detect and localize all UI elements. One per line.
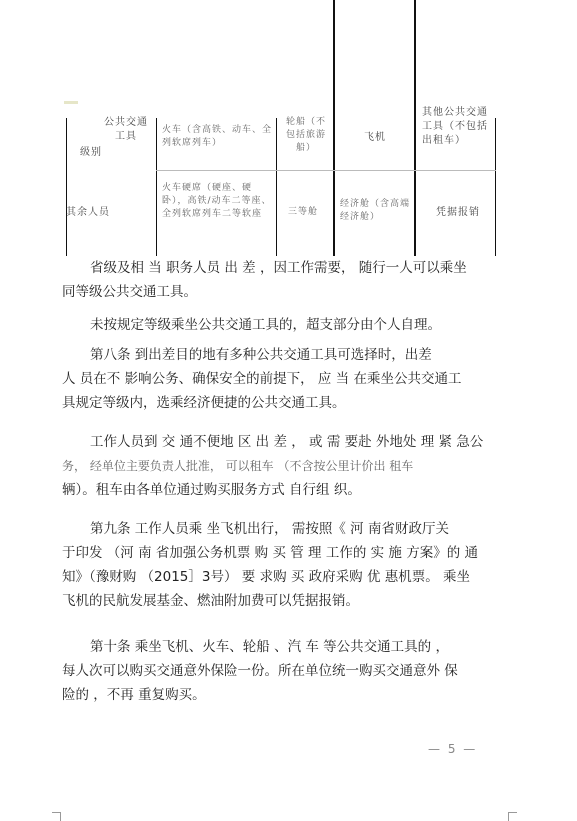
table-row-divider (156, 170, 496, 171)
text-line: 每人次可以购买交通意外保险一份。所在单位统一购买交通意外 保 (62, 663, 458, 679)
table-header-plane: 飞机 (364, 132, 386, 143)
text-line: 第八条 到出差目的地有多种公共交通工具可选择时，出差 (90, 347, 432, 363)
text-line: 工作人员到 交 通不便地 区 出 差 ， 或 需 要赴 外地处 理 紧 急公 (90, 434, 484, 450)
table-divider-3 (333, 0, 335, 256)
table-cell-other: 凭据报销 (436, 207, 480, 218)
table-header-ship: 轮船（不包括旅游船） (285, 117, 326, 153)
text-line: 飞机的民航发展基金、燃油附加费可以凭据报销。 (62, 593, 359, 609)
paragraph-companion (62, 256, 512, 304)
crop-mark-left (52, 812, 61, 821)
table-border-right (495, 118, 496, 256)
table-cell-train: 火车硬席（硬座、硬卧），高铁/动车二等座、全列软席列车二等软座 (162, 183, 272, 219)
table-header-other: 其他公共交通工具（不包括出租车） (422, 107, 488, 146)
paragraph-overspend (62, 313, 512, 337)
text-line: 省级及相 当 职务人员 出 差 ，因工作需要， 随行一人可以乘坐 (90, 260, 467, 276)
text-line: 辆）。租车由各单位通过购买服务方式 自行组 织。 (62, 482, 361, 498)
text-line: 险的 ，不再 重复购买。 (62, 687, 206, 703)
table-divider-2 (276, 118, 277, 256)
text-line: 人 员在不 影响公务、确保安全的前提下， 应 当 在乘坐公共交通工 (62, 371, 462, 387)
text-line: 知》（豫财购 （2015］3号） 要 求购 买 政府采购 优 惠机票。 乘坐 (62, 569, 471, 585)
paragraph-car-rental (62, 430, 512, 502)
table-corner-transport-label: 公共交通工具 (104, 117, 148, 142)
table-header-train: 火车（含高铁、动车、全列软席列车） (162, 125, 273, 148)
text-line: 未按规定等级乘坐公共交通工具的，超支部分由个人自理。 (90, 317, 441, 333)
paragraph-article-9 (62, 517, 512, 613)
text-line: 第九条 工作人员乘 坐飞机出行， 需按照《 河 南省财政厅关 (90, 521, 449, 537)
text-line: 务， 经单位主要负责人批准， 可以租车 （不含按公里计价出 租车 (62, 459, 414, 473)
paragraph-article-10 (62, 635, 512, 707)
table-cell-level: 其余人员 (66, 207, 110, 218)
table-divider-4 (414, 0, 416, 256)
table-border-left (66, 118, 67, 256)
crop-mark-right (508, 812, 517, 821)
header-mark (64, 101, 78, 104)
table-corner-level-label: 级别 (80, 147, 102, 158)
text-line: 第十条 乘坐飞机、火车、轮船 、汽 车 等公共交通工具的 ， (90, 639, 449, 655)
text-line: 具规定等级内，选乘经济便捷的公共交通工具。 (62, 395, 346, 411)
table-divider-1 (156, 118, 157, 256)
paragraph-article-8 (62, 343, 512, 415)
text-line: 同等级公共交通工具。 (62, 284, 197, 300)
table-cell-ship: 三等舱 (288, 207, 319, 217)
table-cell-plane: 经济舱（含高端经济舱） (340, 199, 411, 222)
page-number: — 5 — (428, 742, 478, 756)
text-line: 于印发 （河 南 省加强公务机票 购 买 管 理 工作的 实 施 方案》的 通 (62, 545, 478, 561)
